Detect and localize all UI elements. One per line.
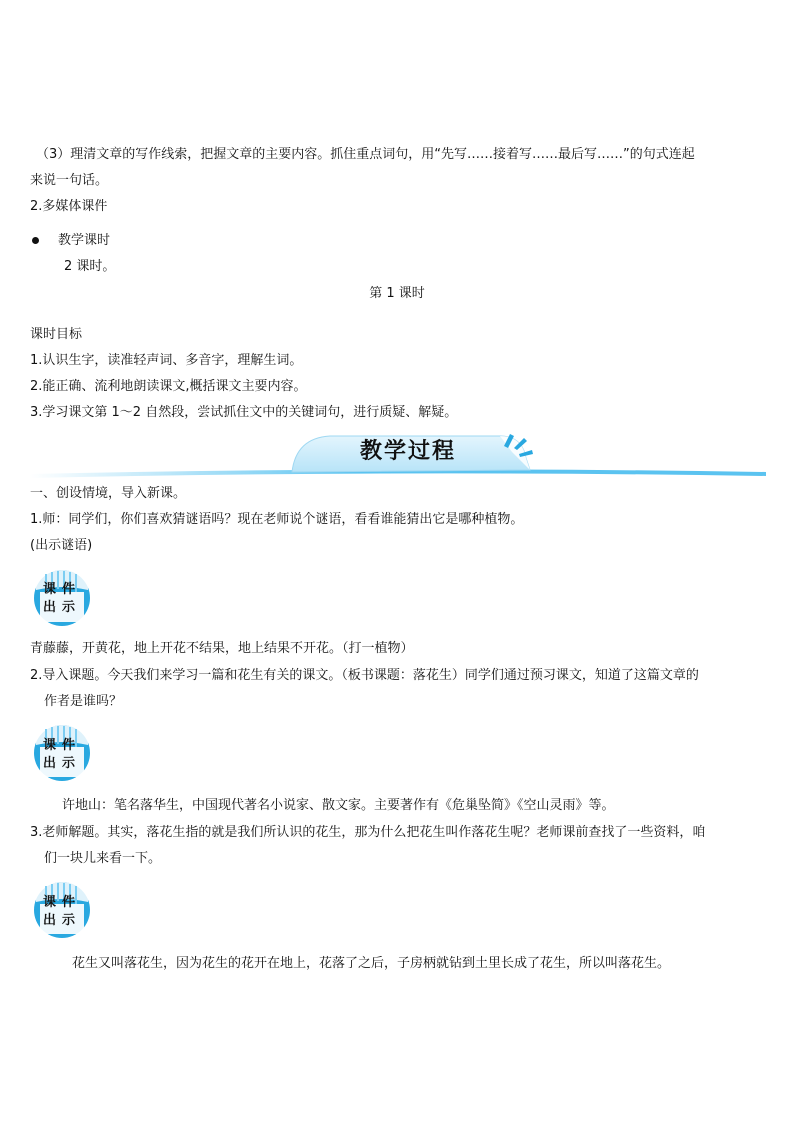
process-step-2-line2: 作者是谁吗？ bbox=[44, 694, 123, 709]
courseware-display-icon bbox=[32, 568, 92, 628]
process-step-3-line2: 们一块儿来看一下。 bbox=[44, 851, 162, 866]
courseware-icon-label-top: 课件 bbox=[42, 895, 81, 910]
process-step-1: 1.师：同学们，你们喜欢猜谜语吗？现在老师说个谜语，看看谁能猜出它是哪种植物。 bbox=[30, 512, 524, 527]
bullet-icon bbox=[32, 237, 39, 244]
courseware-icon-label-bottom: 出示 bbox=[42, 600, 81, 615]
author-info: 许地山：笔名落华生，中国现代著名小说家、散文家。主要著作有《危巢坠简》《空山灵雨》等。 bbox=[62, 798, 615, 813]
period-title: 第 1 课时 bbox=[369, 286, 425, 301]
preparation-item-2: 2.多媒体课件 bbox=[30, 199, 108, 214]
peanut-info: 花生又叫落花生，因为花生的花开在地上，花落了之后，子房柄就钻到土里长成了花生，所以叫落花生。 bbox=[72, 956, 671, 971]
courseware-icon-label-bottom: 出示 bbox=[42, 913, 81, 928]
process-step-2-line1: 2.导入课题。今天我们来学习一篇和花生有关的课文。（板书课题：落花生）同学们通过预习课文，知道了这篇文章的 bbox=[30, 668, 699, 683]
courseware-icon-label-top: 课件 bbox=[42, 738, 81, 753]
process-step-3-line1: 3.老师解题。其实，落花生指的就是我们所认识的花生，那为什么把花生叫作落花生呢？老师课前查找了一些资料，咱 bbox=[30, 825, 706, 840]
process-step-1-note: (出示谜语) bbox=[30, 538, 93, 553]
process-section-1: 一、创设情境，导入新课。 bbox=[30, 486, 187, 501]
lesson-hours-value: 2 课时。 bbox=[64, 259, 116, 274]
riddle-text: 青藤藤，开黄花，地上开花不结果，地上结果不开花。（打一植物） bbox=[30, 641, 414, 656]
objective-item-3-line1: （3）理清文章的写作线索，把握文章的主要内容。抓住重点词句，用“先写……接着写……最后写……”的句式连起 bbox=[36, 147, 695, 162]
banner-title: 教学过程 bbox=[359, 439, 456, 464]
period-goal-1: 1.认识生字，读准轻声词、多音字，理解生词。 bbox=[30, 353, 303, 368]
courseware-icon-label-top: 课件 bbox=[42, 582, 81, 597]
period-goals-heading: 课时目标 bbox=[30, 327, 83, 342]
period-goal-3: 3.学习课文第 1～2 自然段，尝试抓住文中的关键词句，进行质疑、解疑。 bbox=[30, 405, 458, 420]
objective-item-3-line2: 来说一句话。 bbox=[30, 173, 109, 188]
period-goal-2: 2.能正确、流利地朗读课文,概括课文主要内容。 bbox=[30, 379, 307, 394]
courseware-icon-label-bottom: 出示 bbox=[42, 756, 81, 771]
lesson-hours-heading: 教学课时 bbox=[58, 233, 111, 248]
